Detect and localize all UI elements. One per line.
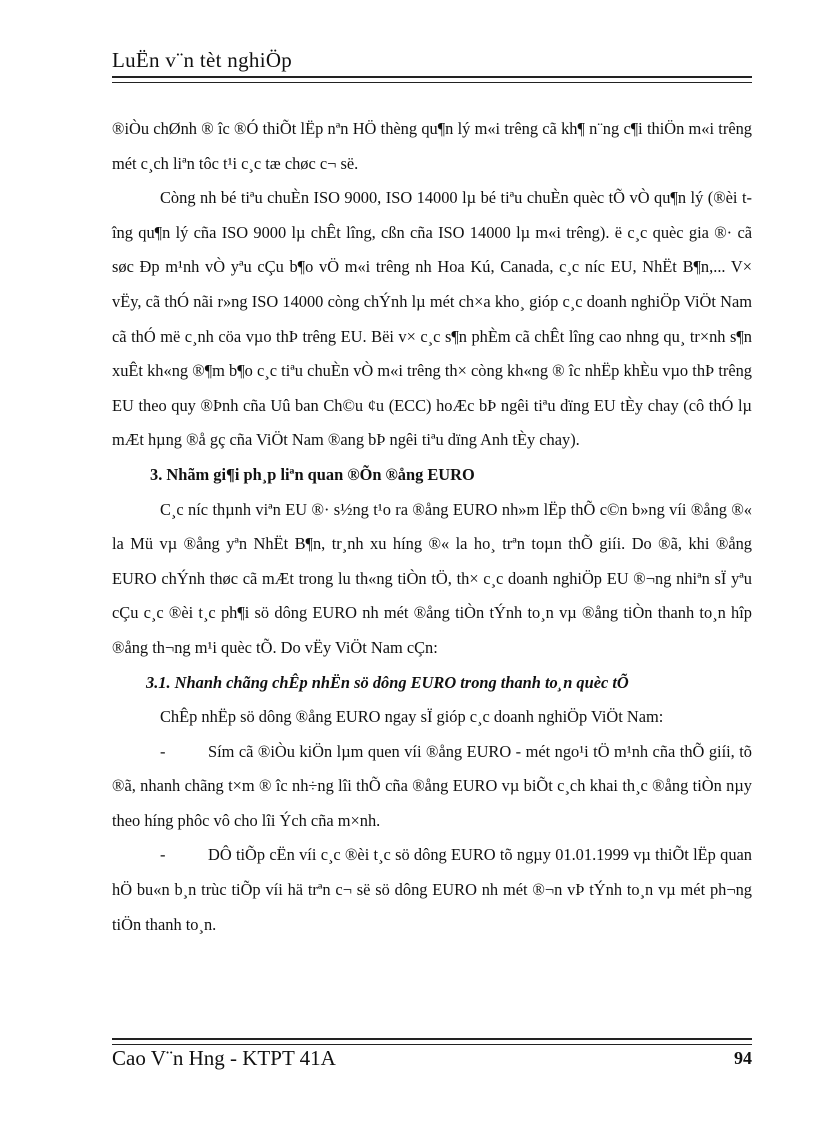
subsection-heading: 3.1. Nhanh chãng chÊp nhËn sö dông EURO trong thanh to¸n quèc tÕ — [146, 672, 629, 692]
paragraph-accept-euro: ChÊp nhËp sö dông ®ång EURO ngay sÏ gióp c¸c doanh nghiÖp ViÖt Nam: — [160, 707, 664, 727]
section-heading: 3. Nhãm gi¶i ph¸p liªn quan ®Õn ®ång EURO — [150, 464, 475, 484]
bullet-mark: - — [160, 845, 166, 865]
paragraph-euro: C¸c níc thµnh viªn EU ®· s½ng t¹o ra ®ång EURO nh»m lËp thÕ c©n b»ng víi ®ång ®« la Mü vµ ®ång yªn NhËt B¶n, tr¸nh xu híng ®« la ho¸ trªn toµn thÕ giíi. Do ®ã, khi ®ång EURO chÝnh thøc cã mÆt trong lu th«ng tiÒn tÖ, th× c¸c doanh nghiÖp EU ®¬ng nhiªn sÏ yªu cÇu c¸c ®èi t¸c ph¶i sö dông EURO nh mét ®ång tiÒn tÝnh to¸n vµ ®ång tiÒn thanh to¸n hîp ®ång th¬ng m¹i quèc tÕ. Do vËy ViÖt Nam cÇn: — [112, 499, 752, 657]
header-title: LuËn v¨n tèt nghiÖp — [112, 48, 293, 72]
bullet-text: Sím cã ®iÒu kiÖn lµm quen víi ®ång EURO - mét ngo¹i tÖ m¹nh cña thÕ giíi, tõ ®ã, nhanh chãng t×m ® îc nh÷ng lîi thÕ cña ®ång EURO vµ biÕt c¸ch khai th¸c ®ång tiÒn nµy theo híng phôc vô cho lîi Ých cña m×nh. — [112, 741, 752, 830]
bullet-mark: - — [160, 741, 166, 761]
footer-author: Cao V¨n Hng - KTPT 41A — [112, 1046, 336, 1070]
bullet-item — [112, 838, 752, 942]
bullet-text: DÔ tiÕp cËn víi c¸c ®èi t¸c sö dông EURO tõ ngµy 01.01.1999 vµ thiÕt lËp quan hÖ bu«n b¸n trùc tiÕp víi hä trªn c¬ së sö dông EURO nh mét ®¬n vÞ tÝnh to¸n vµ mét ph¬ng tiÖn thanh to¸n. — [112, 845, 752, 934]
bullet-item — [112, 735, 752, 839]
paragraph-iso: Còng nh bé tiªu chuÈn ISO 9000, ISO 14000 lµ bé tiªu chuÈn quèc tÕ vÒ qu¶n lý (®èi tîng qu¶n lý cña ISO 9000 lµ chÊt lîng, cßn cña ISO 14000 lµ m«i trêng). ë c¸c quèc gia ®· cã søc Ðp m¹nh vÒ yªu cÇu b¶o vÖ m«i trêng nh Hoa Kú, Canada, c¸c níc EU, NhËt B¶n,... V× vËy, cã thÓ nãi r»ng ISO 14000 còng chÝnh lµ mét ch×a kho¸ gióp c¸c doanh nghiÖp ViÖt Nam cã thÓ më c¸nh cöa vµo thÞ trêng EU. Bëi v× c¸c s¶n phÈm cã chÊt lîng cao nhng qu¸ tr×nh s¶n xuÊt kh«ng ®¶m b¶o c¸c tiªu chuÈn vÒ m«i trêng th× còng kh«ng ® îc nhËp khÈu vµo thÞ trêng EU theo quy ®Þnh cña Uû ban Ch©u ¢u (ECC) hoÆc bÞ ngêi tiªu dïng EU tÈy chay (cô thÓ lµ mÆt hµng ®å gç cña ViÖt Nam ®ang bÞ ngêi tiªu dïng Anh tÈy chay). — [112, 188, 752, 450]
paragraph-continuation: ®iÒu chØnh ® îc ®Ó thiÕt lËp nªn HÖ thèng qu¶n lý m«i trêng cã kh¶ n¨ng c¶i thiÖn m«i trêng mét c¸ch liªn tôc t¹i c¸c tæ chøc c¬ së. — [112, 119, 752, 173]
header-rule — [112, 76, 752, 83]
footer-rule — [112, 1038, 752, 1045]
page-number: 94 — [734, 1048, 752, 1068]
document-page — [112, 0, 752, 1123]
page-content — [112, 112, 752, 942]
